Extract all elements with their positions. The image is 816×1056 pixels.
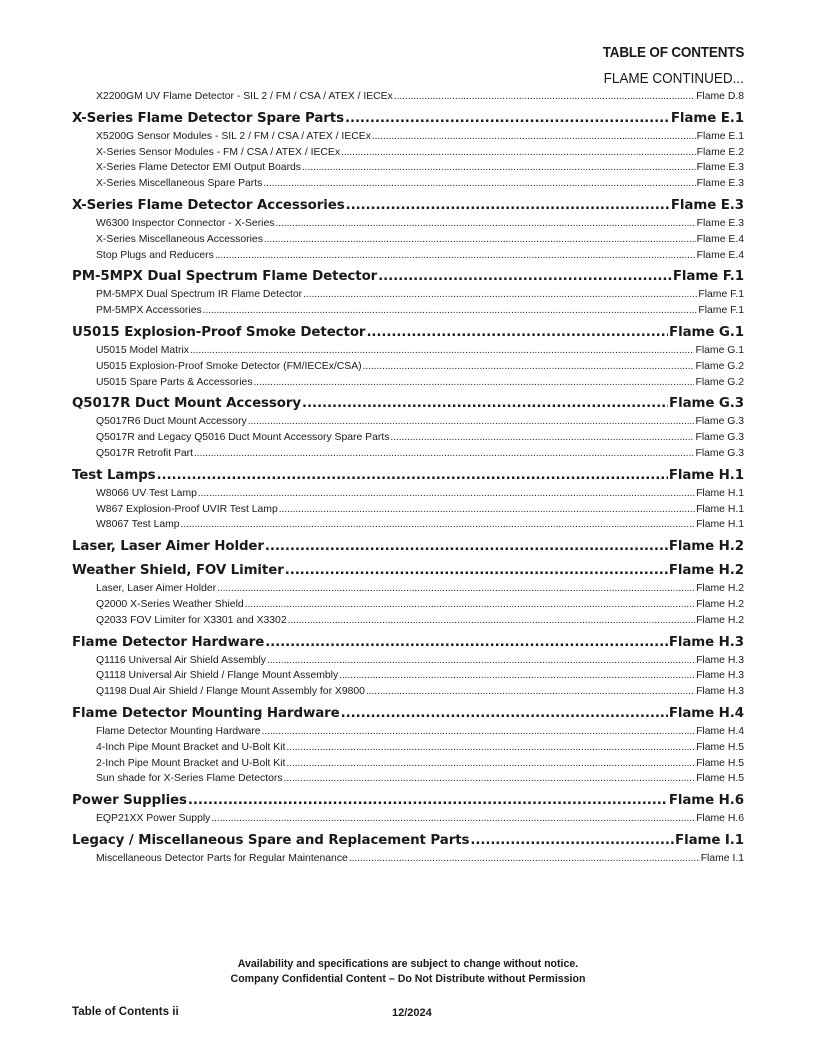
dot-leader — [198, 488, 695, 499]
dot-leader — [262, 726, 695, 737]
toc-entry-label: PM-5MPX Dual Spectrum IR Flame Detector — [96, 289, 303, 301]
toc-entry-page: Flame H.4 — [696, 725, 744, 737]
toc-entry-label: Flame Detector Mounting Hardware — [96, 725, 261, 737]
dot-leader — [275, 218, 695, 229]
toc-section-title: Flame Detector Mounting Hardware — [72, 705, 340, 721]
dot-leader — [190, 345, 695, 356]
dot-leader — [194, 448, 694, 459]
toc-entry-page: Flame H.1 — [696, 519, 744, 531]
toc-entry-page: Flame D.8 — [696, 91, 744, 102]
toc-entry-page: Flame H.3 — [696, 670, 744, 682]
toc-entry[interactable] — [72, 813, 744, 829]
dot-leader — [302, 396, 668, 411]
toc-section — [72, 396, 744, 463]
toc-section-title: Q5017R Duct Mount Accessory — [72, 396, 302, 412]
toc-entry-page: Flame F.1 — [698, 289, 744, 301]
toc-section — [72, 539, 744, 559]
toc-entry[interactable] — [72, 416, 744, 432]
toc-section — [72, 198, 744, 265]
toc-section — [72, 635, 744, 702]
toc-entry[interactable] — [72, 448, 744, 464]
toc-entry-label: X2200GM UV Flame Detector - SIL 2 / FM / CSA / ATEX / IECEx — [96, 91, 393, 102]
toc-entry-page: Flame E.3 — [696, 178, 744, 190]
toc-section — [72, 111, 744, 194]
toc-section-heading[interactable] — [72, 793, 744, 813]
toc-section-title: Legacy / Miscellaneous Spare and Replacement Parts — [72, 832, 470, 848]
toc-section-page: Flame E.3 — [670, 197, 744, 213]
toc-section-page: Flame G.1 — [669, 324, 744, 340]
toc-entry-page: Flame E.3 — [696, 162, 744, 174]
toc-section-heading[interactable] — [72, 563, 744, 583]
toc-entry[interactable] — [72, 131, 744, 147]
dot-leader — [346, 198, 670, 213]
toc-entry[interactable] — [72, 773, 744, 789]
page-title: TABLE OF CONTENTS — [602, 44, 744, 61]
toc-section-page: Flame H.2 — [668, 563, 744, 579]
toc-entry-label: U5015 Model Matrix — [96, 344, 189, 356]
toc-entry-page: Flame G.2 — [695, 360, 744, 372]
toc-section-page: Flame I.1 — [675, 832, 744, 848]
dot-leader — [303, 289, 697, 300]
toc-entry[interactable] — [72, 289, 744, 305]
dot-leader — [217, 583, 695, 594]
toc-section-title: X-Series Flame Detector Spare Parts — [72, 110, 344, 126]
toc-entry-page: Flame G.3 — [695, 447, 744, 459]
toc-entry-label: Laser, Laser Aimer Holder — [96, 583, 217, 595]
toc-entry-page: Flame G.3 — [695, 416, 744, 428]
toc-entry[interactable] — [72, 853, 744, 869]
toc-section-title: Power Supplies — [72, 793, 187, 809]
toc-entry-label: U5015 Explosion-Proof Smoke Detector (FM/IECEx/CSA) — [96, 360, 362, 372]
toc-entry-label: U5015 Spare Parts & Accessories — [96, 376, 253, 388]
toc-entry-label: W8067 Test Lamp — [96, 519, 180, 531]
toc-entry[interactable] — [72, 234, 744, 250]
toc-entry-label: EQP21XX Power Supply — [96, 813, 211, 825]
toc-entry-page: Flame F.1 — [698, 305, 744, 317]
toc-entry-label: W6300 Inspector Connector - X-Series — [96, 217, 275, 229]
toc-entry-page: Flame E.4 — [696, 249, 744, 261]
toc-entry[interactable] — [72, 345, 744, 361]
toc-entry[interactable] — [72, 599, 744, 615]
toc-section — [72, 706, 744, 789]
toc-section-page: Flame H.6 — [668, 793, 744, 809]
footer-date: 12/2024 — [392, 1007, 432, 1019]
toc-entry[interactable] — [72, 742, 744, 758]
dot-leader — [181, 519, 696, 530]
toc-entry[interactable] — [72, 670, 744, 686]
toc-section-heading[interactable] — [72, 396, 744, 416]
toc-entry[interactable] — [72, 519, 744, 535]
toc-entry[interactable] — [72, 615, 744, 631]
toc-section-title: Test Lamps — [72, 467, 156, 483]
disclaimer-availability: Availability and specifications are subject to change without notice. — [237, 958, 579, 970]
toc-entry[interactable] — [72, 726, 744, 742]
toc-entry[interactable] — [72, 218, 744, 234]
dot-leader — [363, 361, 695, 372]
dot-leader — [267, 655, 695, 666]
toc-entry-label: W8066 UV Test Lamp — [96, 487, 197, 499]
toc-entry[interactable] — [72, 91, 744, 107]
toc-entry-page: Flame G.3 — [695, 432, 744, 444]
toc-section — [72, 91, 744, 107]
toc-entry-page: Flame E.4 — [696, 233, 744, 245]
toc-entry[interactable] — [72, 250, 744, 266]
toc-entry-label: Q1198 Dual Air Shield / Flange Mount Assembly for X9800 — [96, 686, 365, 698]
toc-section — [72, 269, 744, 321]
toc-section-title: Laser, Laser Aimer Holder — [72, 539, 264, 555]
disclaimer-confidential: Company Confidential Content – Do Not Distribute without Permission — [230, 973, 586, 985]
toc-section-heading[interactable] — [72, 833, 744, 853]
toc-entry-label: 2-Inch Pipe Mount Bracket and U-Bolt Kit — [96, 757, 286, 769]
toc-entry-label: X-Series Miscellaneous Accessories — [96, 233, 263, 245]
dot-leader — [372, 131, 696, 142]
dot-leader — [470, 833, 674, 848]
toc-entry[interactable] — [72, 504, 744, 520]
toc-entry-page: Flame E.3 — [696, 217, 744, 229]
dot-leader — [345, 111, 670, 126]
dot-leader — [265, 635, 668, 650]
footer-page-label: Table of Contents ii — [72, 1005, 179, 1018]
dot-leader — [264, 234, 696, 245]
dot-leader — [341, 147, 696, 158]
toc-entry[interactable] — [72, 583, 744, 599]
toc-entry-page: Flame H.2 — [696, 598, 744, 610]
toc-entry[interactable] — [72, 488, 744, 504]
toc-entry-label: X-Series Sensor Modules - FM / CSA / ATEX / IECEx — [96, 146, 341, 158]
toc-section-title: Weather Shield, FOV Limiter — [72, 563, 284, 579]
dot-leader — [349, 853, 700, 864]
toc-section-page: Flame E.1 — [670, 110, 744, 126]
dot-leader — [263, 178, 695, 189]
toc-entry-page: Flame H.3 — [696, 654, 744, 666]
toc-entry[interactable] — [72, 361, 744, 377]
toc-section — [72, 833, 744, 869]
toc-entry-page: Flame I.1 — [700, 852, 744, 864]
toc-section-heading[interactable] — [72, 269, 744, 289]
toc-entry-label: X-Series Flame Detector EMI Output Boards — [96, 162, 302, 174]
toc-section-title: PM-5MPX Dual Spectrum Flame Detector — [72, 269, 378, 285]
toc-entry-label: Q1116 Universal Air Shield Assembly — [96, 654, 266, 666]
toc-section-heading[interactable] — [72, 111, 744, 131]
toc-entry-page: Flame E.1 — [696, 130, 744, 142]
toc-entry-label: X5200G Sensor Modules - SIL 2 / FM / CSA / ATEX / IECEx — [96, 130, 371, 142]
toc-section — [72, 468, 744, 535]
toc-entry[interactable] — [72, 758, 744, 774]
dot-leader — [394, 91, 695, 102]
toc-entry-page: Flame G.1 — [695, 344, 744, 356]
toc-section-heading[interactable] — [72, 198, 744, 218]
dot-leader — [286, 742, 695, 753]
toc-section-heading[interactable] — [72, 706, 744, 726]
toc-section-title: X-Series Flame Detector Accessories — [72, 197, 345, 213]
toc-entry-page: Flame H.2 — [696, 614, 744, 626]
toc-section — [72, 563, 744, 630]
toc-entry-label: Q1118 Universal Air Shield / Flange Mount Assembly — [96, 670, 339, 682]
toc-section-heading[interactable] — [72, 325, 744, 345]
toc-entry-label: Sun shade for X-Series Flame Detectors — [96, 773, 283, 785]
toc-entry[interactable] — [72, 686, 744, 702]
toc-entry-page: Flame H.5 — [696, 757, 744, 769]
dot-leader — [378, 269, 672, 284]
dot-leader — [341, 706, 668, 721]
dot-leader — [339, 670, 695, 681]
dot-leader — [366, 686, 695, 697]
toc-section-title: U5015 Explosion-Proof Smoke Detector — [72, 324, 366, 340]
toc-entry-page: Flame G.2 — [695, 376, 744, 388]
dot-leader — [285, 563, 668, 578]
dot-leader — [265, 539, 668, 554]
dot-leader — [254, 377, 695, 388]
dot-leader — [288, 615, 695, 626]
toc-entry-label: Q5017R Retrofit Part — [96, 447, 194, 459]
toc-section-page: Flame G.3 — [669, 396, 744, 412]
toc-entry-page: Flame H.5 — [696, 773, 744, 785]
page-subtitle: FLAME CONTINUED... — [603, 70, 744, 87]
table-of-contents — [72, 91, 744, 869]
toc-entry-page: Flame H.2 — [696, 583, 744, 595]
dot-leader — [215, 250, 696, 261]
toc-section — [72, 793, 744, 829]
dot-leader — [279, 504, 695, 515]
dot-leader — [211, 813, 695, 824]
toc-entry-label: Q2000 X-Series Weather Shield — [96, 598, 244, 610]
dot-leader — [286, 758, 695, 769]
dot-leader — [366, 325, 668, 340]
toc-entry[interactable] — [72, 655, 744, 671]
toc-entry-page: Flame H.1 — [696, 503, 744, 515]
dot-leader — [302, 162, 696, 173]
toc-section-heading[interactable] — [72, 468, 744, 488]
toc-entry-label: Q5017R and Legacy Q5016 Duct Mount Accessory Spare Parts — [96, 432, 390, 444]
toc-entry[interactable] — [72, 305, 744, 321]
toc-section-title: Flame Detector Hardware — [72, 634, 265, 650]
toc-entry-label: Stop Plugs and Reducers — [96, 249, 214, 261]
toc-section-page: Flame H.4 — [668, 705, 744, 721]
toc-entry-label: PM-5MPX Accessories — [96, 305, 202, 317]
toc-entry-label: W867 Explosion-Proof UVIR Test Lamp — [96, 503, 278, 515]
toc-entry[interactable] — [72, 377, 744, 393]
dot-leader — [248, 416, 695, 427]
toc-section-page: Flame H.1 — [668, 467, 744, 483]
toc-section-heading[interactable] — [72, 539, 744, 559]
toc-entry[interactable] — [72, 432, 744, 448]
toc-entry-label: Q5017R6 Duct Mount Accessory — [96, 416, 247, 428]
dot-leader — [245, 599, 695, 610]
toc-entry-page: Flame H.1 — [696, 487, 744, 499]
dot-leader — [157, 468, 668, 483]
toc-entry-page: Flame H.3 — [696, 686, 744, 698]
dot-leader — [203, 305, 698, 316]
toc-entry-page: Flame H.6 — [696, 813, 744, 825]
dot-leader — [188, 793, 668, 808]
toc-entry[interactable] — [72, 178, 744, 194]
toc-section-heading[interactable] — [72, 635, 744, 655]
toc-entry-label: X-Series Miscellaneous Spare Parts — [96, 178, 263, 190]
toc-entry-page: Flame H.5 — [696, 741, 744, 753]
toc-entry[interactable] — [72, 147, 744, 163]
toc-entry-page: Flame E.2 — [696, 146, 744, 158]
toc-entry-label: 4-Inch Pipe Mount Bracket and U-Bolt Kit — [96, 741, 286, 753]
toc-section-page: Flame F.1 — [672, 269, 744, 285]
toc-section-page: Flame H.3 — [668, 634, 744, 650]
toc-entry[interactable] — [72, 162, 744, 178]
toc-entry-label: Miscellaneous Detector Parts for Regular Maintenance — [96, 852, 348, 864]
dot-leader — [284, 773, 696, 784]
toc-section-page: Flame H.2 — [668, 539, 744, 555]
toc-entry-label: Q2033 FOV Limiter for X3301 and X3302 — [96, 614, 287, 626]
dot-leader — [390, 432, 694, 443]
toc-section — [72, 325, 744, 392]
